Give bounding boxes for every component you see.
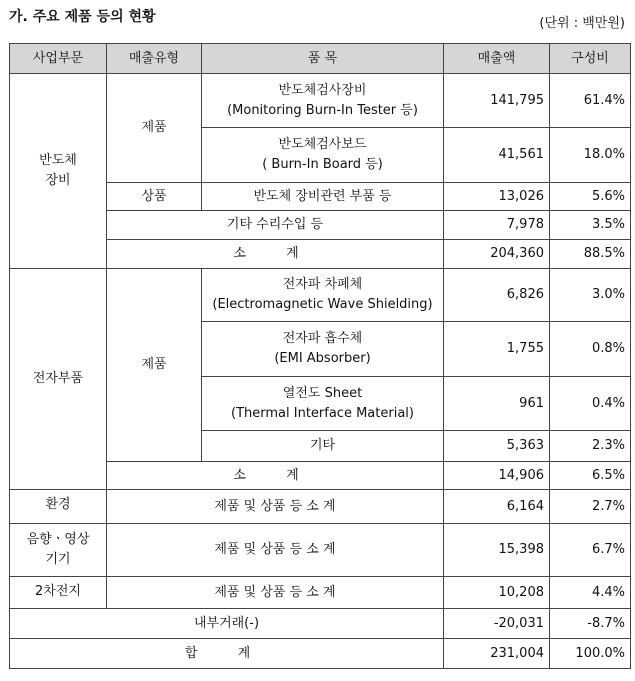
- total-label: 합 계: [10, 639, 444, 669]
- sales-cell: 7,978: [444, 211, 550, 240]
- ratio-cell: 2.3%: [550, 431, 631, 462]
- col-sales: 매출액: [444, 44, 550, 74]
- division-cell: 2차전지: [10, 577, 107, 609]
- item-cell: 기타: [202, 431, 444, 462]
- col-item: 품 목: [202, 44, 444, 74]
- sales-cell: 6,164: [444, 490, 550, 524]
- division-label: 반도체: [39, 153, 77, 168]
- sales-cell: 13,026: [444, 183, 550, 211]
- division-cell: [10, 524, 107, 577]
- division-cell: [10, 74, 107, 269]
- ratio-cell: 6.7%: [550, 524, 631, 577]
- table-row: [10, 269, 631, 322]
- table-row: [10, 524, 631, 577]
- ratio-cell: 2.7%: [550, 490, 631, 524]
- ratio-cell: 6.5%: [550, 462, 631, 490]
- ratio-cell: 3.5%: [550, 211, 631, 240]
- ratio-cell: 18.0%: [550, 128, 631, 183]
- sales-cell: 204,360: [444, 240, 550, 269]
- type-cell: 제품: [107, 269, 202, 462]
- subtotal-label: 소 계: [107, 240, 444, 269]
- sales-cell: 6,826: [444, 269, 550, 322]
- type-cell: 제품: [107, 74, 202, 183]
- item-name: 반도체검사장비: [278, 82, 367, 98]
- sales-cell: 961: [444, 377, 550, 431]
- item-name: 전자파 흡수체: [282, 331, 363, 346]
- item-cell: [202, 322, 444, 377]
- item-detail: (Monitoring Burn-In Tester 등): [227, 102, 418, 118]
- division-cell: 전자부품: [10, 269, 107, 490]
- ratio-cell: 4.4%: [550, 577, 631, 609]
- item-cell: 제품 및 상품 등 소 계: [107, 490, 444, 524]
- sales-cell: -20,031: [444, 609, 550, 639]
- sales-cell: 15,398: [444, 524, 550, 577]
- ratio-cell: 61.4%: [550, 74, 631, 128]
- item-detail: ( Burn-In Board 등): [262, 157, 383, 172]
- item-cell: [202, 269, 444, 322]
- product-status-table: [9, 43, 631, 669]
- col-sales-type: 매출유형: [107, 44, 202, 74]
- sales-cell: 41,561: [444, 128, 550, 183]
- header-row: [10, 44, 631, 74]
- ratio-cell: 100.0%: [550, 639, 631, 669]
- item-cell: [202, 128, 444, 183]
- item-name: 전자파 차폐체: [282, 277, 363, 292]
- col-ratio: 구성비: [550, 44, 631, 74]
- division-label: 장비: [45, 173, 71, 188]
- item-name: 열전도 Sheet: [282, 385, 363, 401]
- sales-cell: 231,004: [444, 639, 550, 669]
- item-name: 반도체검사보드: [278, 137, 367, 152]
- table-row: [10, 577, 631, 609]
- ratio-cell: -8.7%: [550, 609, 631, 639]
- item-cell: [202, 74, 444, 128]
- internal-row: [10, 609, 631, 639]
- sales-cell: 141,795: [444, 74, 550, 128]
- sales-cell: 1,755: [444, 322, 550, 377]
- division-cell: 환경: [10, 490, 107, 524]
- item-detail: (Thermal Interface Material): [231, 405, 414, 421]
- item-cell: [202, 377, 444, 431]
- unit-label: (단위 : 백만원): [539, 16, 625, 31]
- item-cell: 제품 및 상품 등 소 계: [107, 577, 444, 609]
- ratio-cell: 0.4%: [550, 377, 631, 431]
- item-cell: 반도체 장비관련 부품 등: [202, 183, 444, 211]
- subtotal-label: 소 계: [107, 462, 444, 490]
- table-row: [10, 74, 631, 128]
- item-detail: (Electromagnetic Wave Shielding): [212, 297, 433, 312]
- sales-cell: 10,208: [444, 577, 550, 609]
- table-row: [10, 490, 631, 524]
- section-title: 가. 주요 제품 등의 현황: [9, 9, 156, 25]
- division-label: 기기: [45, 552, 71, 567]
- ratio-cell: 5.6%: [550, 183, 631, 211]
- sales-cell: 5,363: [444, 431, 550, 462]
- total-row: [10, 639, 631, 669]
- ratio-cell: 88.5%: [550, 240, 631, 269]
- sales-cell: 14,906: [444, 462, 550, 490]
- ratio-cell: 0.8%: [550, 322, 631, 377]
- col-division: 사업부문: [10, 44, 107, 74]
- type-cell: 상품: [107, 183, 202, 211]
- item-detail: (EMI Absorber): [274, 351, 371, 366]
- ratio-cell: 3.0%: [550, 269, 631, 322]
- item-cell: 기타 수리수입 등: [107, 211, 444, 240]
- division-label: 음향ㆍ영상: [26, 532, 90, 547]
- item-cell: 제품 및 상품 등 소 계: [107, 524, 444, 577]
- internal-label: 내부거래(-): [10, 609, 444, 639]
